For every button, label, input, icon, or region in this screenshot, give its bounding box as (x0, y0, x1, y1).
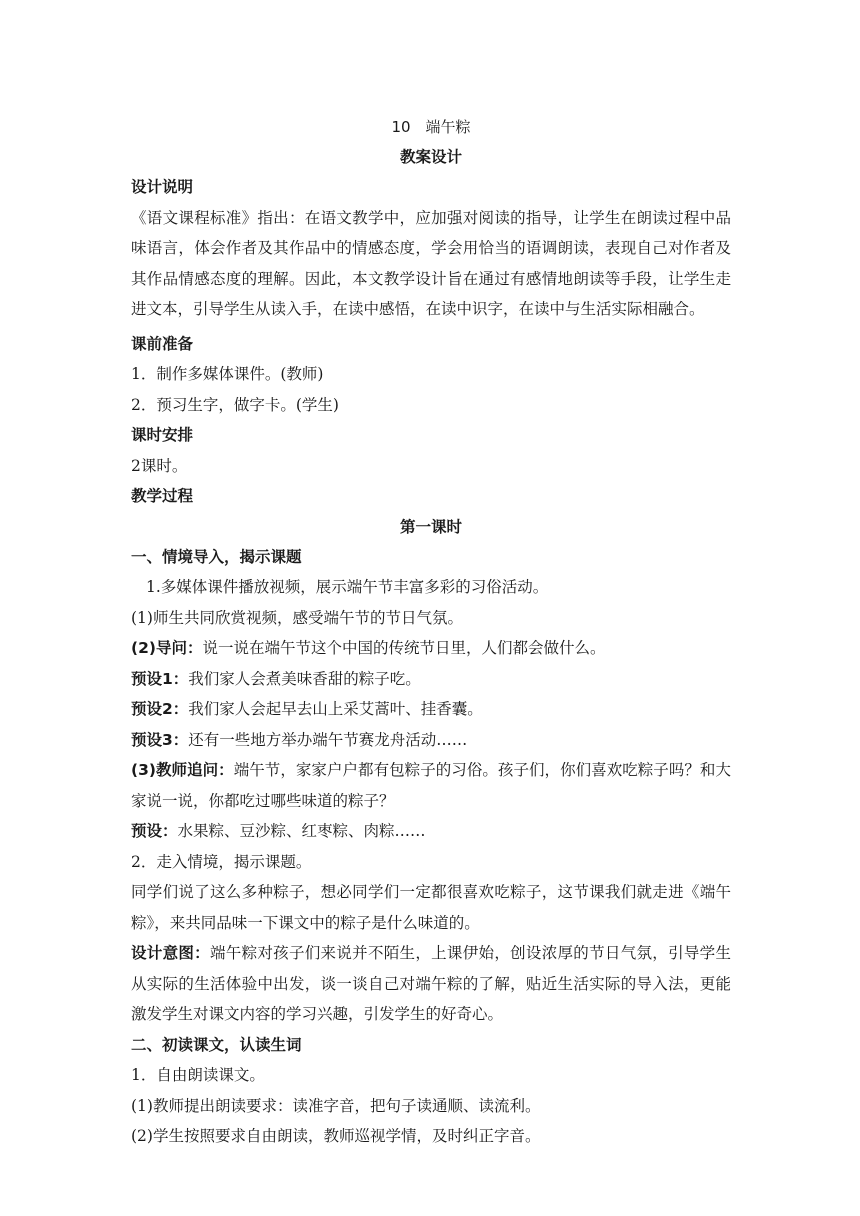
design-intent (131, 938, 731, 1030)
preset-4-text: 水果粽、豆沙粽、红枣粽、肉粽…… (177, 822, 426, 840)
section1-substep1: (1)师生共同欣赏视频，感受端午节的节日气氛。 (131, 608, 463, 627)
section2-step1: 1．自由朗读课文。 (131, 1066, 265, 1084)
section1-transition: 同学们说了这么多种粽子，想必同学们一定都很喜欢吃粽子，这节课我们就走进《端午粽》，来共同品味一下课文中的粽子是什么味道的。 (131, 883, 731, 932)
preparation-heading: 课前准备 (131, 334, 194, 353)
document-subtitle: 教案设计 (399, 148, 462, 166)
guide-question-text: 说一说在端午节这个中国的传统节日里，人们都会做什么。 (202, 639, 606, 657)
preparation-item-2: 2．预习生字，做字卡。(学生) (131, 395, 339, 414)
preset-3-label: 预设3： (131, 730, 189, 749)
section2-heading: 二、初读课文，认读生词 (131, 1035, 302, 1054)
guide-question-label: (2)导问： (131, 639, 203, 657)
first-lesson-title: 第一课时 (399, 517, 462, 536)
schedule-heading: 课时安排 (131, 426, 194, 444)
lesson-title: 10 端午粽 (391, 118, 471, 136)
preset-2-text: 我们家人会起早去山上采艾蒿叶、挂香囊。 (188, 700, 483, 718)
design-intent-label: 设计意图： (131, 944, 210, 962)
preset-3 (131, 725, 731, 756)
section2-substep1: (1)教师提出朗读要求：读准字音，把句子读通顺、读流利。 (131, 1096, 541, 1115)
design-intent-text: 端午粽对孩子们来说并不陌生，上课伊始，创设浓厚的节日气氛，引导学生从实际的生活体验中出发，谈一谈自己对端午粽的了解，贴近生活实际的导入法，更能激发学生对课文内容的学习兴趣，引发学生的好奇心。 (131, 944, 731, 1023)
process-heading: 教学过程 (131, 487, 194, 505)
preset-4-label: 预设： (131, 822, 178, 840)
section1-heading: 一、情境导入，揭示课题 (131, 547, 302, 566)
preset-1-text: 我们家人会煮美味香甜的粽子吃。 (188, 669, 421, 688)
preparation-item-1: 1．制作多媒体课件。(教师) (131, 365, 324, 383)
preset-4 (131, 816, 731, 847)
schedule-body: 2课时。 (131, 456, 188, 475)
preset-1-label: 预设1： (131, 669, 189, 688)
preset-1 (131, 664, 731, 695)
follow-up-question-text: 端午节，家家户户都有包粽子的习俗。孩子们，你们喜欢吃粽子吗？和大家说一说，你都吃过哪些味道的粽子？ (131, 761, 731, 810)
section1-substep2 (131, 633, 731, 664)
preset-2 (131, 694, 731, 725)
follow-up-question-label: (3)教师追问： (131, 761, 234, 779)
document-page (131, 112, 731, 1152)
section2-substep2: (2)学生按照要求自由朗读，教师巡视学情，及时纠正字音。 (131, 1127, 541, 1145)
section1-step1: 1.多媒体课件播放视频，展示端午节丰富多彩的习俗活动。 (146, 578, 549, 596)
preset-3-text: 还有一些地方举办端午节赛龙舟活动…… (188, 730, 468, 749)
section1-substep3 (131, 755, 731, 816)
design-notes-body: 《语文课程标准》指出：在语文教学中，应加强对阅读的指导，让学生在朗读过程中品味语言，体会作者及其作品中的情感态度，学会用恰当的语调朗读，表现自己对作者及其作品情感态度的理解。因此，本文教学设计旨在通过有感情地朗读等手段，让学生走进文本，引导学生从读入手，在读中感悟，在读中识字，在读中与生活实际相融合。 (131, 208, 731, 318)
design-notes-heading: 设计说明 (131, 178, 194, 196)
preset-2-label: 预设2： (131, 700, 189, 718)
section1-step2: 2．走入情境，揭示课题。 (131, 852, 312, 871)
